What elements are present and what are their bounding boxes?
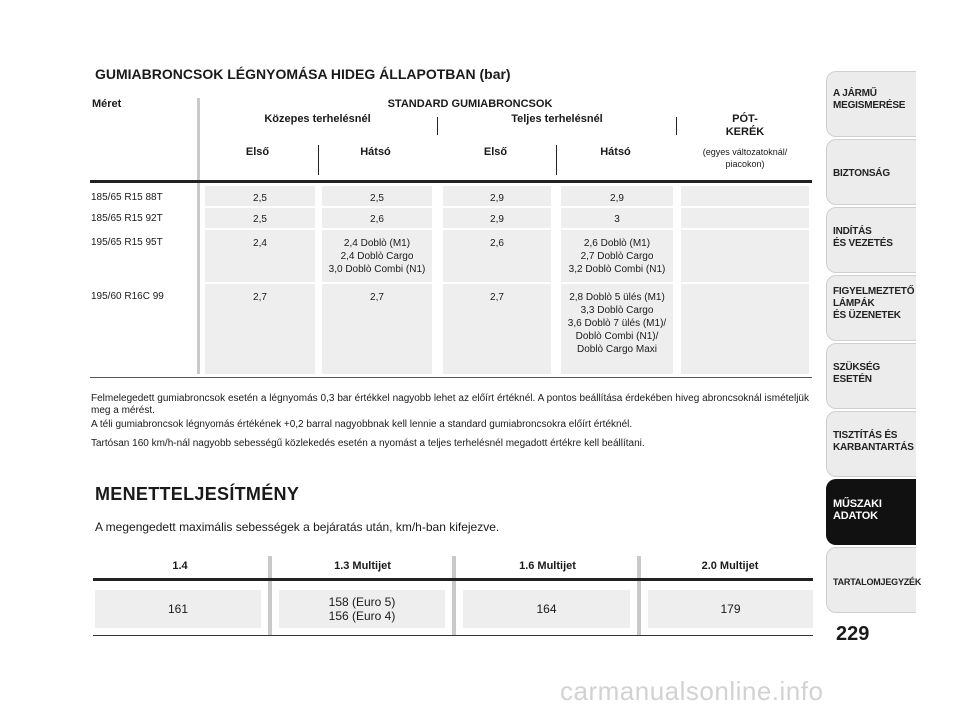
table-cell: 2,9 <box>490 214 504 225</box>
speed-value: 179 <box>720 602 741 616</box>
section-title: MENETTELJESÍTMÉNY <box>95 484 300 504</box>
table-row-size: 195/65 R15 95T <box>91 237 163 248</box>
teljes-header: Teljes terhelésnél <box>511 113 603 125</box>
section-subtitle: A megengedett maximális sebességek a bejáratás után, km/h-ban kifejezve. <box>95 520 500 534</box>
table-cell: 2,7 <box>370 292 384 303</box>
table-cell: 2,5 <box>253 193 267 204</box>
tab-biztonsag[interactable]: BIZTONSÁG <box>826 139 916 205</box>
table-cell: 2,5 <box>370 193 384 204</box>
pot-note: (egyes változatoknál/ piacokon) <box>702 147 788 169</box>
table-cell: 2,7 <box>490 292 504 303</box>
table-cell: 2,5 <box>253 214 267 225</box>
header-divider <box>318 145 319 175</box>
speed-divider <box>452 556 456 636</box>
header-divider <box>437 117 438 135</box>
table-row-size: 185/65 R15 88T <box>91 192 163 203</box>
note-paragraph: Tartósan 160 km/h-nál nagyobb sebességű közlekedés esetén a nyomást a teljes terhelésnél megadott értékre kell beállítani. <box>91 438 645 449</box>
speed-value: 158 (Euro 5) 156 (Euro 4) <box>328 595 396 623</box>
speed-col-header: 1.6 Multijet <box>519 560 576 572</box>
header-divider <box>556 145 557 175</box>
note-paragraph: Felmelegedett gumiabroncsok esetén a légnyomás 0,3 bar értékkel nagyobb lehet az előírt értéknél. A pontos beállítása érdekében hiveg abroncsoknál ismételjük meg a mérést. <box>91 393 809 416</box>
table-cell: 2,4 <box>253 238 267 249</box>
table-cell: 2,9 <box>610 193 624 204</box>
table-cell: 2,4 Doblò (M1) 2,4 Doblò Cargo 3,0 Doblò Combi (N1) <box>328 238 426 275</box>
column-bg <box>681 186 809 374</box>
table-cell: 2,6 Doblò (M1) 2,7 Doblò Cargo 3,2 Doblò Combi (N1) <box>568 238 666 275</box>
table-cell: 2,6 <box>370 214 384 225</box>
k-hatso-header: Hátsó <box>360 146 391 158</box>
t-elso-header: Első <box>483 146 508 158</box>
table-row-size: 195/60 R16C 99 <box>91 291 164 302</box>
k-elso-header: Első <box>245 146 270 158</box>
tab-muszaki-adatok[interactable]: MŰSZAKI ADATOK <box>826 479 916 545</box>
watermark: carmanualsonline.info <box>560 676 824 706</box>
meret-header: Méret <box>92 98 122 110</box>
table-cell: 2,8 Doblò 5 ülés (M1) 3,3 Doblò Cargo 3,6 Doblò 7 ülés (M1)/ Doblò Combi (N1)/ Doblò Cargo Maxi <box>567 292 667 355</box>
standard-header: STANDARD GUMIABRONCSOK <box>387 98 553 110</box>
tab-tartalomjegyzek[interactable]: TARTALOMJEGYZÉK <box>826 547 916 613</box>
tab-inditas-es-vezetes[interactable]: INDÍTÁS ÉS VEZETÉS <box>826 207 916 273</box>
page-number: 229 <box>836 623 870 645</box>
tab-szukseg-eseten[interactable]: SZÜKSÉG ESETÉN <box>826 343 916 409</box>
speed-col-header: 1.3 Multijet <box>334 560 391 572</box>
speed-divider <box>268 556 272 636</box>
header-divider <box>676 117 677 135</box>
speed-col-header: 2.0 Multijet <box>701 560 759 572</box>
speed-col-header: 1.4 <box>172 560 188 572</box>
table-divider <box>197 98 200 374</box>
pot-header: PÓT- KERÉK <box>725 113 765 138</box>
note-paragraph: A téli gumiabroncsok légnyomás értékének +0,2 barral nagyobbnak kell lennie a standard gumiabroncsokra előírt értéknél. <box>91 419 633 430</box>
tab-figyelmezteto-lampak[interactable]: FIGYELMEZTETŐ LÁMPÁK ÉS ÜZENETEK <box>826 275 916 341</box>
speed-divider <box>637 556 641 636</box>
speed-value: 164 <box>536 602 557 616</box>
header-rule <box>90 180 812 183</box>
table-cell: 2,9 <box>490 193 504 204</box>
table-row-size: 185/65 R15 92T <box>91 213 163 224</box>
page-title: GUMIABRONCSOK LÉGNYOMÁSA HIDEG ÁLLAPOTBAN (bar) <box>95 66 511 82</box>
speed-value: 161 <box>167 602 189 616</box>
table-cell: 3 <box>614 214 620 225</box>
table-bottom-rule <box>90 377 812 378</box>
t-hatso-header: Hátsó <box>600 146 631 158</box>
tab-tisztitas-es-karbantartas[interactable]: TISZTÍTÁS ÉS KARBANTARTÁS <box>826 411 916 477</box>
table-cell: 2,6 <box>490 238 504 249</box>
speed-header-rule <box>93 578 813 581</box>
tab-jarmu-megismerese[interactable]: A JÁRMŰ MEGISMERÉSE <box>826 71 916 137</box>
table-cell: 2,7 <box>253 292 267 303</box>
kozepes-header: Közepes terhelésnél <box>264 113 371 125</box>
speed-bottom-rule <box>93 635 813 636</box>
